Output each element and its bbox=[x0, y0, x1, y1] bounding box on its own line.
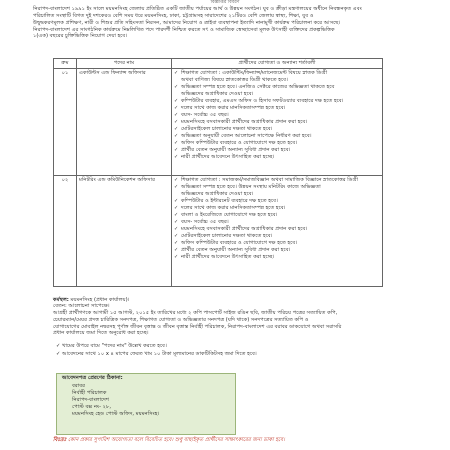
checkmark-icon: ✓ bbox=[174, 211, 179, 218]
post-name-cell: একাউন্টস এন্ড ফিন্যান্স অফিসার bbox=[77, 68, 172, 175]
intro-line: ১(এক) বছরের চুক্তিভিত্তিক নিয়োগ দেয়া হবে। bbox=[33, 33, 128, 40]
checkmark-icon: ✓ bbox=[174, 204, 179, 211]
condition-line: যোগাযোগের মোবাইল নম্বরসহ পূর্ণাঙ্গ জীবন বৃত্তান্ত ও জীবন বৃত্তান্ত নির্বাহী পরিচালক, নিরাপদ-বাংলাদেশ এর বরাবর ডাকযোগে অথবা সরাসরি bbox=[53, 323, 342, 330]
serial-cell: ০২ bbox=[54, 175, 77, 286]
intro-line: উদ্বুদ্ধকরণমূলক প্রশিক্ষণ, নারী ও শিশুর প্রতি সহিংসতা নিরসন, আমাদের নিয়োগ ও ত্রাইবা ব্যবস্থাপনা ইত্যাদি নানামুখী কার্যক্রম পরিচালনা করে আসছে। bbox=[33, 19, 341, 26]
address-line: ময়মনসিংহ হেড পোস্ট অফিস, ময়মনসিংহ। bbox=[72, 410, 160, 417]
checkmark-icon: ✓ bbox=[174, 246, 179, 253]
address-line: বরাবর bbox=[72, 382, 85, 389]
serial-cell: ০১ bbox=[54, 68, 77, 175]
intro-paragraph bbox=[33, 6, 416, 40]
qualification-item: ✓ নারী প্রার্থীদের আবেদনে উৎসাহিত করা হচ্ছে। bbox=[174, 253, 275, 260]
note-item: ✓ আবেদনের সাথে ১০ x ৪ মাপের ফেরত খাম ১০ টাকা মূল্যমানের ডাকটিকিটসহ জমা দিতে হবে। bbox=[56, 350, 257, 357]
header-serial: ক্রম bbox=[54, 59, 77, 69]
checkmark-icon: ✓ bbox=[174, 69, 179, 76]
checkmark-icon: ✓ bbox=[174, 139, 179, 146]
qualification-item: ✓ দলের সাথে কাজ করার মানসিকতাসম্পন্ন হতে হবে। bbox=[174, 104, 286, 111]
checkmark-icon: ✓ bbox=[174, 232, 179, 239]
checkmark-icon: ✓ bbox=[56, 350, 62, 357]
qualification-item: ✓ মোটরসাইকেল চালানোর দক্ষতা থাকতে হবে। bbox=[174, 125, 273, 132]
checkmark-icon: ✓ bbox=[174, 146, 179, 153]
qualification-item: ✓ বয়স- সর্বোচ্চ ৩৫ বছর। bbox=[174, 218, 229, 225]
condition-line: প্রধান কার্যালয়ে জমা দিতে অনুরোধ করা হচ্ছে। bbox=[53, 330, 149, 337]
table-row bbox=[54, 175, 383, 286]
intro-line: পরিচালিত সংস্থাটি বিগত দুই দশকেরও বেশি সময় ধরে ময়মনসিংহ, ঢাকা, চট্টগ্রামসহ সারাদেশের ২১টিরও বেশি জেলায় স্বাস্থ্য, শিক্ষা, যুব ও bbox=[33, 12, 314, 19]
checkmark-icon: ✓ bbox=[174, 104, 179, 111]
checkmark-icon: ✓ bbox=[174, 253, 179, 260]
checkmark-icon: ✓ bbox=[174, 225, 179, 232]
qualification-item: ✓ শিক্ষাগত যোগ্যতা : একাউন্টিং/ফিন্যান্স/ম্যানেজমেন্ট বিষয়ে স্নাতক ডিগ্রী bbox=[174, 69, 328, 76]
workplace-value: ময়মনসিংহ (প্রধান কার্যালয়)। bbox=[70, 297, 130, 303]
address-line: নির্বাহী পরিচালক bbox=[72, 389, 107, 396]
qualification-item: ✓ কম্পিউটার ব্যবহার, এমএস অফিস ও হিসাব সফটওয়্যার ব্যবহারে দক্ষ হতে হবে। bbox=[174, 97, 344, 104]
footnote bbox=[53, 437, 398, 444]
address-box bbox=[56, 373, 236, 435]
condition-line: আগ্রহী প্রার্থীগণকে আগামী ১৫ আগস্ট, ২০১৫ ইং তারিখের মধ্যে ২ কপি পাসপোর্ট সাইজ রঙিন ছবি, জাতীয় পরিচয় পত্রের সত্যায়িত কপি, bbox=[53, 309, 338, 316]
qualification-item: ✓ ময়মনসিংহে বসবাসকারী প্রার্থীদের অগ্রাধিকার প্রদান করা হবে। bbox=[174, 118, 308, 125]
checkmark-icon: ✓ bbox=[174, 111, 179, 118]
checkmark-icon: ✓ bbox=[174, 83, 179, 90]
checkmark-icon: ✓ bbox=[174, 176, 179, 183]
qualification-item: অভিজ্ঞদের অগ্রাধিকার দেওয়া হবে। bbox=[181, 190, 254, 197]
checkmark-icon: ✓ bbox=[174, 97, 179, 104]
note-item: ✓ খামের উপরে বামে "পদের নাম" উল্লেখ করতে হবে। bbox=[56, 343, 167, 349]
qualification-item: অথবা বাণিজ্য বিষয়ে স্নাতকোত্তর ডিগ্রী থাকতে হবে। bbox=[181, 76, 288, 83]
qualifications-cell bbox=[172, 68, 383, 175]
qualification-item: ✓ অফিস কম্পিউটার ব্যবহারে ও যোগাযোগে দক্ষ হতে হবে। bbox=[174, 239, 298, 246]
qualification-item: ✓ শিক্ষাগত যোগ্যতা : সমাজকর্ম/সমাজবিজ্ঞান অথবা সামাজিক বিজ্ঞানে স্নাতকোত্তর ডিগ্রী bbox=[174, 176, 358, 183]
header-qualifications: প্রার্থীদের যোগ্যতা ও অন্যান্য শর্তাবলী bbox=[172, 59, 383, 69]
header-post-name: পদের নাম bbox=[77, 59, 172, 69]
qualification-item: ✓ মোটরসাইকেল চালানোর দক্ষতা থাকতে হবে। bbox=[174, 232, 273, 239]
qualification-item: ✓ নারী প্রার্থীদের আবেদনে উৎসাহিত করা হচ্ছে। bbox=[174, 153, 275, 160]
checkmark-icon: ✓ bbox=[174, 153, 179, 160]
table-row bbox=[54, 68, 383, 175]
qualification-item: ✓ কম্পিউটার ও ইন্টারনেট ব্যবহারে দক্ষ হতে হবে। bbox=[174, 197, 278, 204]
checkmark-icon: ✓ bbox=[174, 125, 179, 132]
salary-label: বেতন: bbox=[53, 303, 67, 309]
qualification-item: ✓ অফিস কম্পিউটার ব্যবহারে ও যোগাযোগে দক্ষ হতে হবে। bbox=[174, 139, 298, 146]
intro-line: নিরাপদ-বাংলাদেশ ১৯৯১ ইং সালে ময়মনসিংহ জেলায় প্রতিষ্ঠিত একটি জাতীয় পর্যায়ের আর্থ ও উন্নয়ন সংগঠন। যুব ও ক্রীড়া মন্ত্রণালয়ের অধীনে নিবন্ধনকৃত এবং bbox=[33, 6, 362, 12]
application-notes bbox=[56, 343, 386, 359]
address-line: পোস্ট বক্স নং- ২৮, bbox=[72, 403, 112, 410]
address-title: আবেদনপত্র প্রেরণের ঠিকানা: bbox=[62, 375, 123, 381]
checkmark-icon: ✓ bbox=[174, 183, 179, 190]
job-posts-table bbox=[53, 58, 383, 287]
intro-line: নিরাপদ-বাংলাদেশ এর সাংগঠনিক কার্যক্রমে নিম্নলিখিত পদে পারদর্শী নিশ্চিত করতে সৎ ও সামাজিক স্বেচ্ছাসেবা মূলক উৎসাহী ব্যক্তিদের প্রকল্পভিত্তিক bbox=[33, 26, 335, 33]
footnote-text: কোন প্রকার সুপারিশ অযোগ্যতা বলে বিবেচিত হবে। শুধু বাছাইকৃত প্রার্থীদের সাক্ষাৎকারের জন্য ডাকা হবে। bbox=[68, 437, 285, 443]
qualification-item: ✓ বাংলা ও ইংরেজিতে যোগাযোগে দক্ষ হতে হবে। bbox=[174, 211, 278, 218]
salary-line bbox=[53, 303, 415, 310]
checkmark-icon: ✓ bbox=[174, 239, 179, 246]
workplace-label: কর্মস্থল: bbox=[53, 297, 69, 303]
checkmark-icon: ✓ bbox=[174, 118, 179, 125]
address-line: নিরাপদ-বাংলাদেশ bbox=[72, 396, 109, 403]
qualification-item: ✓ অভিজ্ঞতা সম্পন্ন হতে হবে। উন্নয়ন সংস্থায় মনিটরিং কাজে অভিজ্ঞতা bbox=[174, 183, 321, 190]
qualification-item: ✓ ময়মনসিংহে বসবাসকারী প্রার্থীদের অগ্রাধিকার প্রদান করা হবে। bbox=[174, 225, 308, 232]
checkmark-icon: ✓ bbox=[174, 132, 179, 139]
qualification-item: ✓ অভিজ্ঞতা অনুযায়ী বেতন আলোচনা সাপেক্ষে নির্ধারণ করা হবে। bbox=[174, 132, 312, 139]
qualifications-cell bbox=[172, 175, 383, 286]
footnote-label: বিঃদ্রঃ bbox=[53, 437, 67, 443]
checkmark-icon: ✓ bbox=[56, 343, 62, 349]
qualification-item: ✓ প্রার্থীর বেতন অনুযায়ী অন্যান্য সুবিধা প্রদান করা হবে। bbox=[174, 146, 291, 153]
application-conditions bbox=[53, 303, 415, 337]
salary-value: আলোচনা সাপেক্ষে। bbox=[68, 303, 110, 309]
qualification-item: অভিজ্ঞদের অগ্রাধিকার দেওয়া হবে। bbox=[181, 90, 254, 97]
checkmark-icon: ✓ bbox=[174, 197, 179, 204]
header-fragment: বিজ্ঞপ্তির বিবরণ bbox=[210, 0, 240, 3]
qualification-item: ✓ বয়স- সর্বোচ্চ ৩৫ বছর। bbox=[174, 111, 229, 118]
qualification-item: ✓ অভিজ্ঞতা সম্পন্ন হতে হবে। এনজিও সেক্টরে কাজের অভিজ্ঞতা থাকতে হবে bbox=[174, 83, 335, 90]
qualification-item: ✓ দলের সাথে কাজ করার মানসিকতাসম্পন্ন হতে হবে। bbox=[174, 204, 286, 211]
condition-line: চেয়ারম্যান/মেয়র প্রদত্ত চারিত্রিক সনদপত্র, শিক্ষাগত যোগ্যতা ও অভিজ্ঞতার সনদপত্র (যদি থাকে) সনদপত্রের সত্যায়িত কপি ও bbox=[53, 316, 309, 323]
table-header-row bbox=[54, 59, 383, 69]
post-name-cell: মনিটরিং এন্ড কমিউনিকেশন অফিসার bbox=[77, 175, 172, 286]
checkmark-icon: ✓ bbox=[174, 218, 179, 225]
qualification-item: ✓ প্রার্থীর বেতন অনুযায়ী অন্যান্য সুবিধা প্রদান করা হবে। bbox=[174, 246, 291, 253]
